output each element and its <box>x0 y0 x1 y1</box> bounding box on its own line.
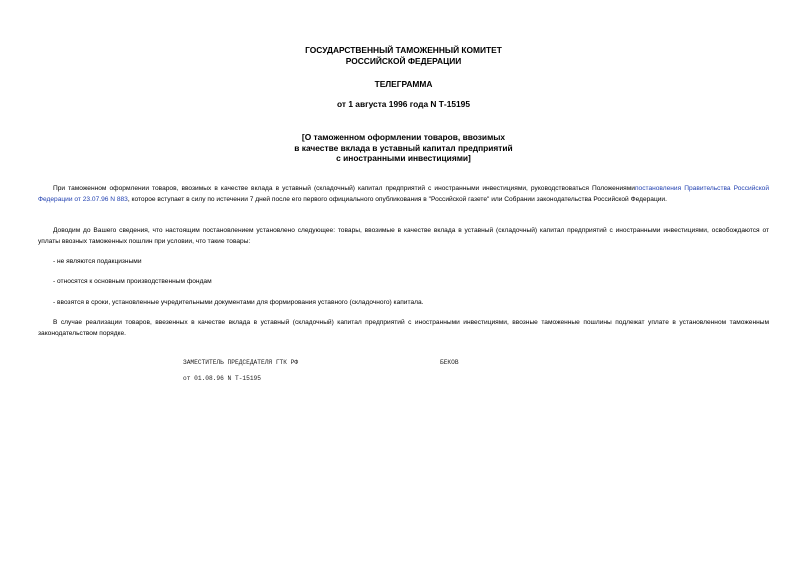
agency-line-1: ГОСУДАРСТВЕННЫЙ ТАМОЖЕННЫЙ КОМИТЕТ <box>305 45 502 55</box>
condition-item-1-text: - не являются подакцизными <box>53 258 142 265</box>
document-reference: от 01.08.96 N Т-15195 <box>183 375 261 382</box>
document-type: ТЕЛЕГРАММА <box>374 79 433 89</box>
agency-line-2: РОССИЙСКОЙ ФЕДЕРАЦИИ <box>345 55 462 66</box>
paragraph-1 <box>38 183 769 205</box>
condition-item-1 <box>38 256 769 267</box>
paragraph-2-text: Доводим до Вашего сведения, что настоящим постановлением установлено следующее: товары, ввозимые в качестве вклада в уставный (складочный) капитал предприятий с иностранными инвестициями, освобождаются от уплаты ввозных таможенных пошлин при условии, что такие товары: <box>38 227 769 245</box>
document-subject <box>0 132 807 164</box>
signatory-position: ЗАМЕСТИТЕЛЬ ПРЕДСЕДАТЕЛЯ ГТК РФ <box>183 359 299 366</box>
issuing-agency <box>0 45 807 66</box>
paragraph-2 <box>38 225 769 247</box>
subject-line-3: с иностранными инвестициями] <box>336 153 471 163</box>
paragraph-1-text-end: , которое вступает в силу по истечении 7 дней после его первого официального опубликования в "Российской газете" или Собрании законодательства Российской Федерации. <box>127 196 667 203</box>
paragraph-1-text-start: При таможенном оформлении товаров, ввозимых в качестве вклада в уставный (складочный) капитал предприятий с иностранными инвестициями, руководствоваться Положениями <box>53 185 635 192</box>
document-date-number: от 1 августа 1996 года N Т-15195 <box>336 99 471 109</box>
condition-item-2-text: - относятся к основным производственным фондам <box>53 278 212 285</box>
condition-item-2 <box>38 276 769 287</box>
paragraph-3 <box>38 317 769 339</box>
signatory-name: БЕКОВ <box>440 359 459 366</box>
condition-item-3 <box>38 297 769 308</box>
subject-line-2: в качестве вклада в уставный капитал предприятий <box>294 142 513 153</box>
paragraph-3-text: В случае реализации товаров, ввезенных в качестве вклада в уставный (складочный) капитал предприятий с иностранными инвестициями, ввозные таможенные пошлины подлежат уплате в установленном таможенным законодательством порядке. <box>38 319 769 337</box>
subject-line-1: [О таможенном оформлении товаров, ввозимых <box>301 132 506 142</box>
government-decree-link[interactable]: постановления Правительства Российской Федерации от 23.07.96 N 883 <box>38 185 770 203</box>
condition-item-3-text: - ввозятся в сроки, установленные учредительными документами для формирования уставного (складочного) капитала. <box>53 299 424 306</box>
